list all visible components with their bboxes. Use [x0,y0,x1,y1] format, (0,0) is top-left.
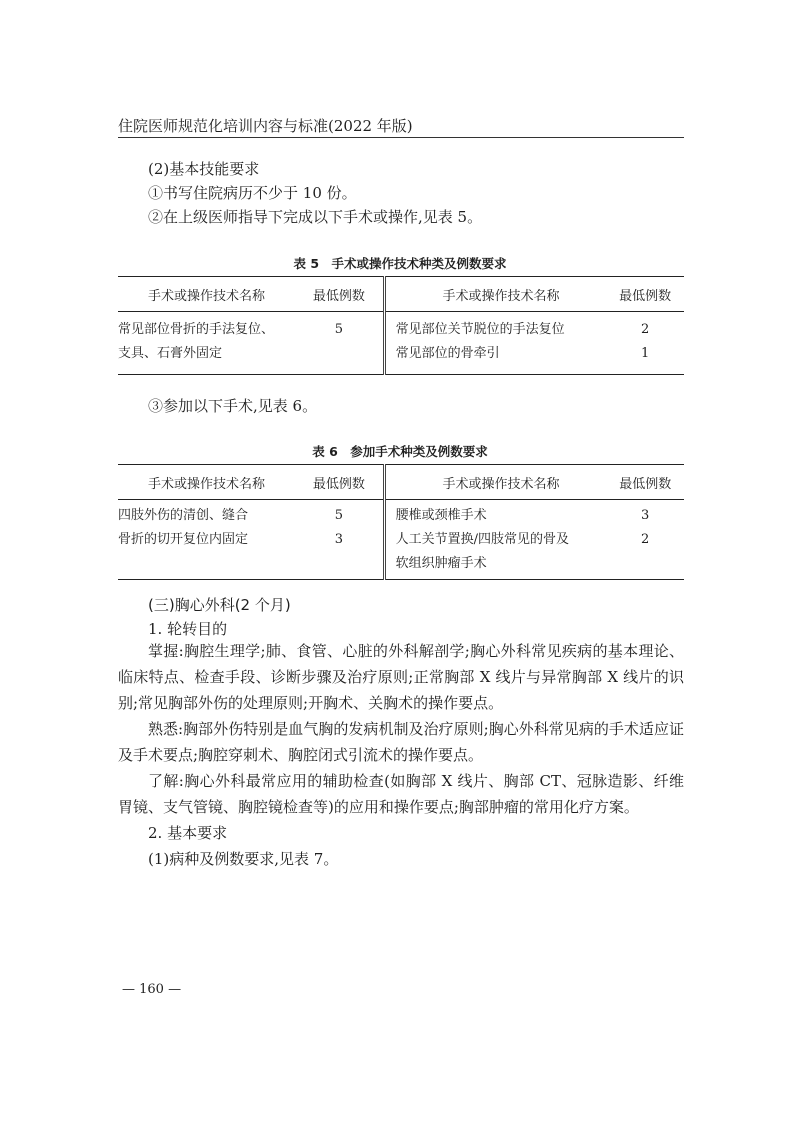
section-heading: (三)胸心外科(2 个月) [148,596,291,614]
basic-skills-heading: (2)基本技能要求 [148,160,260,178]
paragraph-familiar: 熟悉:胸部外伤特别是血气胸的发病机制及治疗原则;胸心外科常见病的手术适应证及手术要点;胸腔穿刺术、胸腔闭式引流术的操作要点。 [118,720,684,764]
table5 [118,276,684,375]
table-row [118,528,684,552]
skills-item-1: ①书写住院病历不少于 10 份。 [148,184,357,202]
table-cell [295,342,384,375]
table-row [118,552,684,580]
column-header: 最低例数 [606,277,684,312]
table6-caption: 表 6 参加手术种类及例数要求 [312,444,488,459]
table-cell: 四肢外伤的清创、缝合 [118,508,249,523]
table-row [118,342,684,375]
table6 [118,464,684,580]
header-rule [118,137,684,138]
subsection-heading: 2. 基本要求 [148,824,228,842]
table-row [118,312,684,343]
body-text [118,638,684,872]
table-cell: 3 [641,508,650,523]
subsection-heading: 1. 轮转目的 [148,620,228,638]
column-header: 手术或操作技术名称 [384,277,606,312]
column-header: 最低例数 [295,465,384,500]
table-cell: 腰椎或颈椎手术 [384,500,606,529]
table-cell: 软组织肿瘤手术 [384,552,606,580]
table-cell: 3 [334,532,343,547]
table-cell: 常见部位的骨牵引 [384,342,606,375]
table-cell: 骨折的切开复位内固定 [118,532,249,547]
paragraph-master: 掌握:胸腔生理学;肺、食管、心脏的外科解剖学;胸心外科常见疾病的基本理论、临床特点、检查手段、诊断步骤及治疗原则;正常胸部 X 线片与异常胸部 X 线片的识别;常见胸部外伤的处理原则;开胸术、关胸术的操作要点。 [118,642,684,712]
table5-caption: 表 5 手术或操作技术种类及例数要求 [293,256,507,271]
table-cell: 支具、石膏外固定 [118,342,295,375]
table-cell: 常见部位关节脱位的手法复位 [384,312,606,343]
table-cell: 5 [334,508,343,523]
column-header: 手术或操作技术名称 [118,277,295,312]
paragraph-understand: 了解:胸心外科最常应用的辅助检查(如胸部 X 线片、胸部 CT、冠脉造影、纤维胃镜、支气管镜、胸腔镜检查等)的应用和操作要点;胸部肿瘤的常用化疗方案。 [118,772,684,816]
table-cell [118,552,295,580]
table-cell: 2 [641,322,650,337]
column-header: 手术或操作技术名称 [118,465,295,500]
column-header: 最低例数 [295,277,384,312]
table-cell: 5 [334,322,343,337]
table-header-row [118,465,684,500]
page-number: — 160 — [122,982,182,997]
column-header: 手术或操作技术名称 [384,465,606,500]
table-cell [295,552,384,580]
table-cell [606,552,684,580]
paragraph-requirement: (1)病种及例数要求,见表 7。 [148,850,339,868]
skills-item-3: ③参加以下手术,见表 6。 [148,397,318,415]
table-cell: 常见部位骨折的手法复位、 [118,322,275,337]
skills-item-2: ②在上级医师指导下完成以下手术或操作,见表 5。 [148,208,483,226]
table-cell: 2 [641,532,650,547]
running-header: 住院医师规范化培训内容与标准(2022 年版) [118,117,413,135]
table-row [118,500,684,529]
table-cell: 人工关节置换/四肢常见的骨及 [384,528,606,552]
table-cell: 1 [606,342,684,375]
table-header-row [118,277,684,312]
column-header: 最低例数 [606,465,684,500]
